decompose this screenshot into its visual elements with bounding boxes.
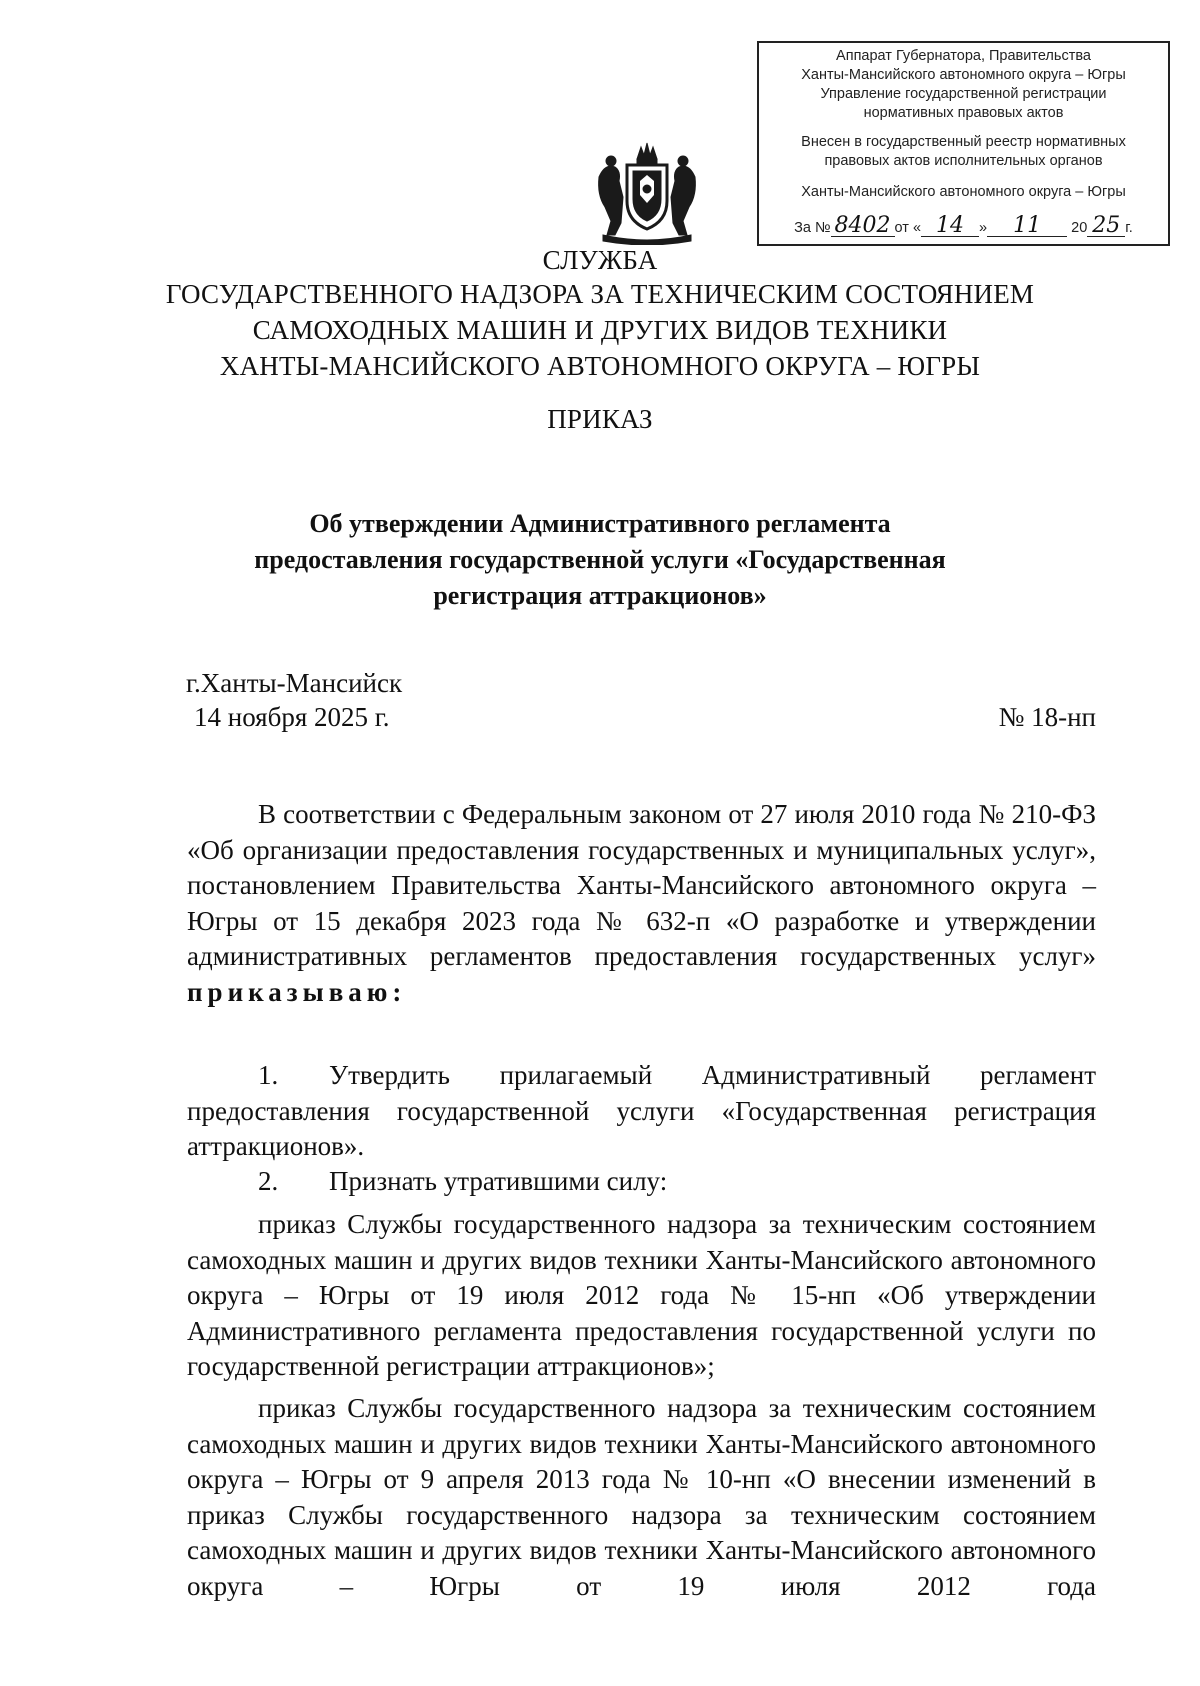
subject-line: регистрация аттракционов» bbox=[433, 581, 767, 610]
stamp-line: Управление государственной регистрации bbox=[820, 86, 1107, 102]
org-label: СЛУЖБА bbox=[542, 245, 658, 275]
stamp-reg-year-prefix: 20 bbox=[1071, 220, 1088, 236]
item-text: Утвердить прилагаемый Административный регламент предоставления государственной услуги «Государственная регистрация аттракционов». bbox=[187, 1060, 1096, 1161]
order-item-2 bbox=[187, 1164, 1096, 1200]
stamp-registration-line bbox=[759, 213, 1168, 238]
coat-of-arms-emblem bbox=[591, 137, 703, 245]
item-number: 2. bbox=[258, 1166, 279, 1196]
order-item-1 bbox=[187, 1058, 1096, 1165]
stamp-line: правовых актов исполнительных органов bbox=[824, 153, 1103, 169]
preamble-text bbox=[187, 797, 1096, 1010]
preamble-paragraph bbox=[187, 797, 1096, 1010]
item-text: Признать утратившими силу: bbox=[329, 1166, 668, 1196]
preamble: В соответствии с Федеральным законом от 27 июля 2010 года № 210-ФЗ «Об организации предоставления государственных и муниципальных услуг», постановлением Правительства Ханты-Мансийского автономного округа – Югры от 15 декабря 2023 года № 632-п «О разработке и утверждении административных регламентов предоставления государственных услуг» bbox=[187, 799, 1096, 971]
repealed-order-text: приказ Службы государственного надзора за техническим состоянием самоходных машин и других видов техники Ханты-Мансийского автономного округа – Югры от 9 апреля 2013 года № 10-нп «О внесении изменений в приказ Службы государственного надзора за техническим состоянием самоходных машин и других видов техники Ханты-Мансийского автономного округа – Югры от 19 июля 2012 года bbox=[187, 1393, 1096, 1601]
stamp-reg-prefix: За № bbox=[794, 220, 831, 236]
stamp-line: Внесен в государственный реестр нормативных bbox=[801, 134, 1126, 150]
stamp-line: Аппарат Губернатора, Правительства bbox=[836, 48, 1091, 64]
repealed-order-1 bbox=[187, 1207, 1096, 1385]
subject-line: Об утверждении Административного регламента bbox=[309, 509, 891, 538]
org-name-line: САМОХОДНЫХ МАШИН И ДРУГИХ ВИДОВ ТЕХНИКИ bbox=[252, 315, 948, 345]
org-name bbox=[0, 276, 1200, 384]
stamp-reg-suffix: г. bbox=[1125, 220, 1133, 236]
document-city: г.Ханты-Мансийск bbox=[186, 668, 403, 698]
registration-stamp bbox=[757, 41, 1170, 246]
stamp-reg-month: 11 bbox=[987, 216, 1067, 237]
repealed-order-text: приказ Службы государственного надзора за техническим состоянием самоходных машин и других видов техники Ханты-Мансийского автономного округа – Югры от 19 июля 2012 года № 15-нп «Об утверждении Административного регламента предоставления государственной услуги по государственной регистрации аттракционов»; bbox=[187, 1209, 1096, 1381]
document-date: 14 ноября 2025 г. bbox=[194, 702, 390, 732]
stamp-reg-from: от « bbox=[894, 220, 922, 236]
document-subject bbox=[0, 506, 1200, 614]
order-word: приказываю: bbox=[187, 976, 407, 1007]
subject-line: предоставления государственной услуги «Государственная bbox=[254, 545, 946, 574]
document-number: № 18-нп bbox=[998, 702, 1096, 732]
stamp-reg-day: 14 bbox=[921, 216, 979, 237]
stamp-reg-year: 25 bbox=[1087, 216, 1125, 237]
stamp-line: Ханты-Мансийского автономного округа – Югры bbox=[801, 184, 1126, 200]
repealed-order-2 bbox=[187, 1391, 1096, 1604]
document-type: ПРИКАЗ bbox=[547, 404, 653, 434]
stamp-reg-number: 8402 bbox=[831, 216, 895, 237]
stamp-reg-day-close: » bbox=[979, 220, 988, 236]
org-name-line: ХАНТЫ-МАНСИЙСКОГО АВТОНОМНОГО ОКРУГА – ЮГРЫ bbox=[219, 351, 981, 381]
item-number: 1. bbox=[258, 1060, 279, 1090]
org-name-line: ГОСУДАРСТВЕННОГО НАДЗОРА ЗА ТЕХНИЧЕСКИМ СОСТОЯНИЕМ bbox=[165, 279, 1035, 309]
stamp-line: нормативных правовых актов bbox=[863, 105, 1064, 121]
stamp-line: Ханты-Мансийского автономного округа – Югры bbox=[801, 67, 1126, 83]
